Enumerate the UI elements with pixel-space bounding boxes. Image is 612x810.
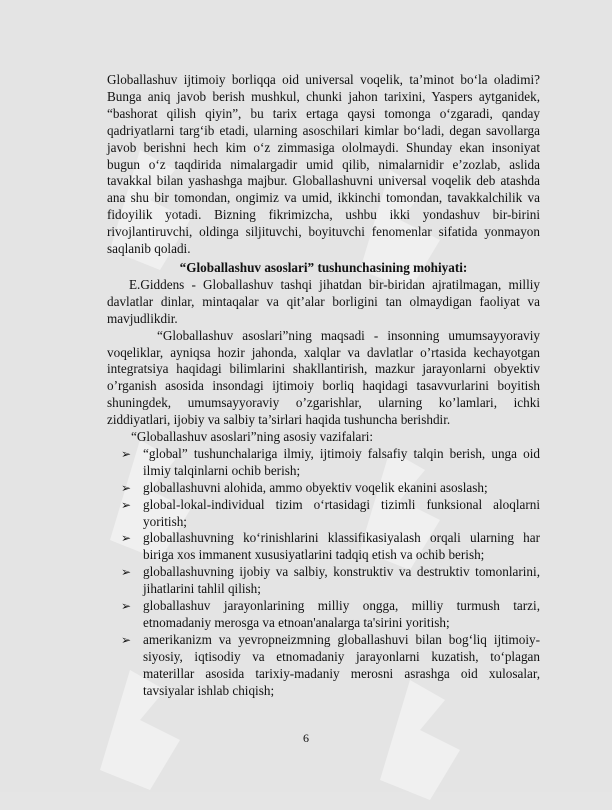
list-item: ➢ globallashuv jarayonlarining milliy ongga, milliy turmush tarzi, etnomadaniy merosga va etnoan'analarga ta'sirini yoritish;: [121, 598, 540, 630]
arrow-bullet-icon: ➢: [121, 632, 132, 647]
arrow-bullet-icon: ➢: [121, 599, 132, 614]
tasks-intro: “Globallashuv asoslari”ning asosiy vazifalari:: [131, 429, 374, 445]
page-number: 6: [303, 731, 309, 745]
list-item: ➢ globallashuvning ko‘rinishlarini klassifikasiyalash orqali ularning har biriga xos immanent xususiyatlarini tadqiq etish va ochib berish;: [121, 530, 540, 563]
arrow-bullet-icon: ➢: [121, 531, 132, 546]
paragraph-goal: “Globallashuv asoslari”ning maqsadi - insonning umumsayyoraviy voqeliklar, ayniqsa hozir jahonda, xalqlar va davlatlar o’rtasida kechayotgan integratsiya haqidagi bilimlarini shakllantirish, mazkur jarayonlarni obyektiv o’rganish asosida insondagi ijtimoiy borliq haqidagi tasavvurlarini boyitish shuningdek, umumsayyoraviy o’zgarishlar, ularning ko’lamlari, ichki ziddiyatlari, ijobiy va salbiy ta’sirlari haqida tushuncha berishdir.: [107, 327, 540, 428]
paragraph-giddens: E.Giddens - Globallashuv tashqi jihatdan bir-biridan ajratilmagan, milliy davlatlar dinlar, mintaqalar va qit’alar borligini tan olmaydigan faoliyat va mavjudlikdir.: [107, 276, 540, 326]
list-item: ➢ “global” tushunchalariga ilmiy, ijtimoiy falsafiy talqin berish, unga oid ilmiy talqinlarni ochib berish;: [121, 445, 540, 478]
section-heading: “Globallashuv asoslari” tushunchasining mohiyati:: [179, 259, 468, 275]
page-content: [107, 72, 540, 700]
arrow-bullet-icon: ➢: [121, 497, 132, 512]
arrow-bullet-icon: ➢: [121, 446, 132, 461]
list-item: ➢ globallashuvning ijobiy va salbiy, konstruktiv va destruktiv tomonlarini, jihatlarini tahlil qilish;: [121, 564, 540, 597]
tasks-list: [107, 446, 540, 700]
list-item: ➢ amerikanizm va yevropneizmning globallashuvi bilan bog‘liq ijtimoiy-siyosiy, iqtisodiy va etnomadaniy jarayonlarni kuzatish, to‘plagan materillar asosida tarixiy-madaniy merosni asrashga oid xulosalar, tavsiyalar ishlab chiqish;: [121, 631, 540, 698]
list-item: ➢ globallashuvni alohida, ammo obyektiv voqelik ekanini asoslash;: [121, 479, 488, 495]
arrow-bullet-icon: ➢: [121, 565, 132, 580]
list-item: ➢ global-lokal-individual tizim o‘rtasidagi tizimli funksional aloqlarni yoritish;: [121, 496, 540, 529]
arrow-bullet-icon: ➢: [121, 480, 132, 495]
paragraph-intro: Globallashuv ijtimoiy borliqqa oid universal voqelik, ta’minot bo‘la oladimi? Bunga aniq javob berish mushkul, chunki jahon tarixini, Yaspers aytganidek, “bashorat qilish qiyin”, bu tarix ertaga qaysi tomonga o‘zgaradi, qanday qadriyatlarni targ‘ib etadi, ularning asoschilari kimlar bo‘ladi, degan savollarga javob berishni hech kim o‘z zimmasiga ololmaydi. Shunday ekan insoniyat bugun o‘z taqdirida nimalargadir umid qilib, nimalarnidir e’zozlab, aslida tavakkal bilan yashashga majbur. Globallashuvni universal voqelik deb atashda ana shu bir tomondan, ongimiz va umid, ikkinchi tomondan, tavakkalchilik va fidoyilik yotadi. Bizning fikrimizcha, ushbu ikki yondashuv bir-birini rivojlantiruvchi, oldinga siljituvchi, boyituvchi fenomenlar sifatida yonmayon saqlanib qoladi.: [107, 72, 540, 257]
